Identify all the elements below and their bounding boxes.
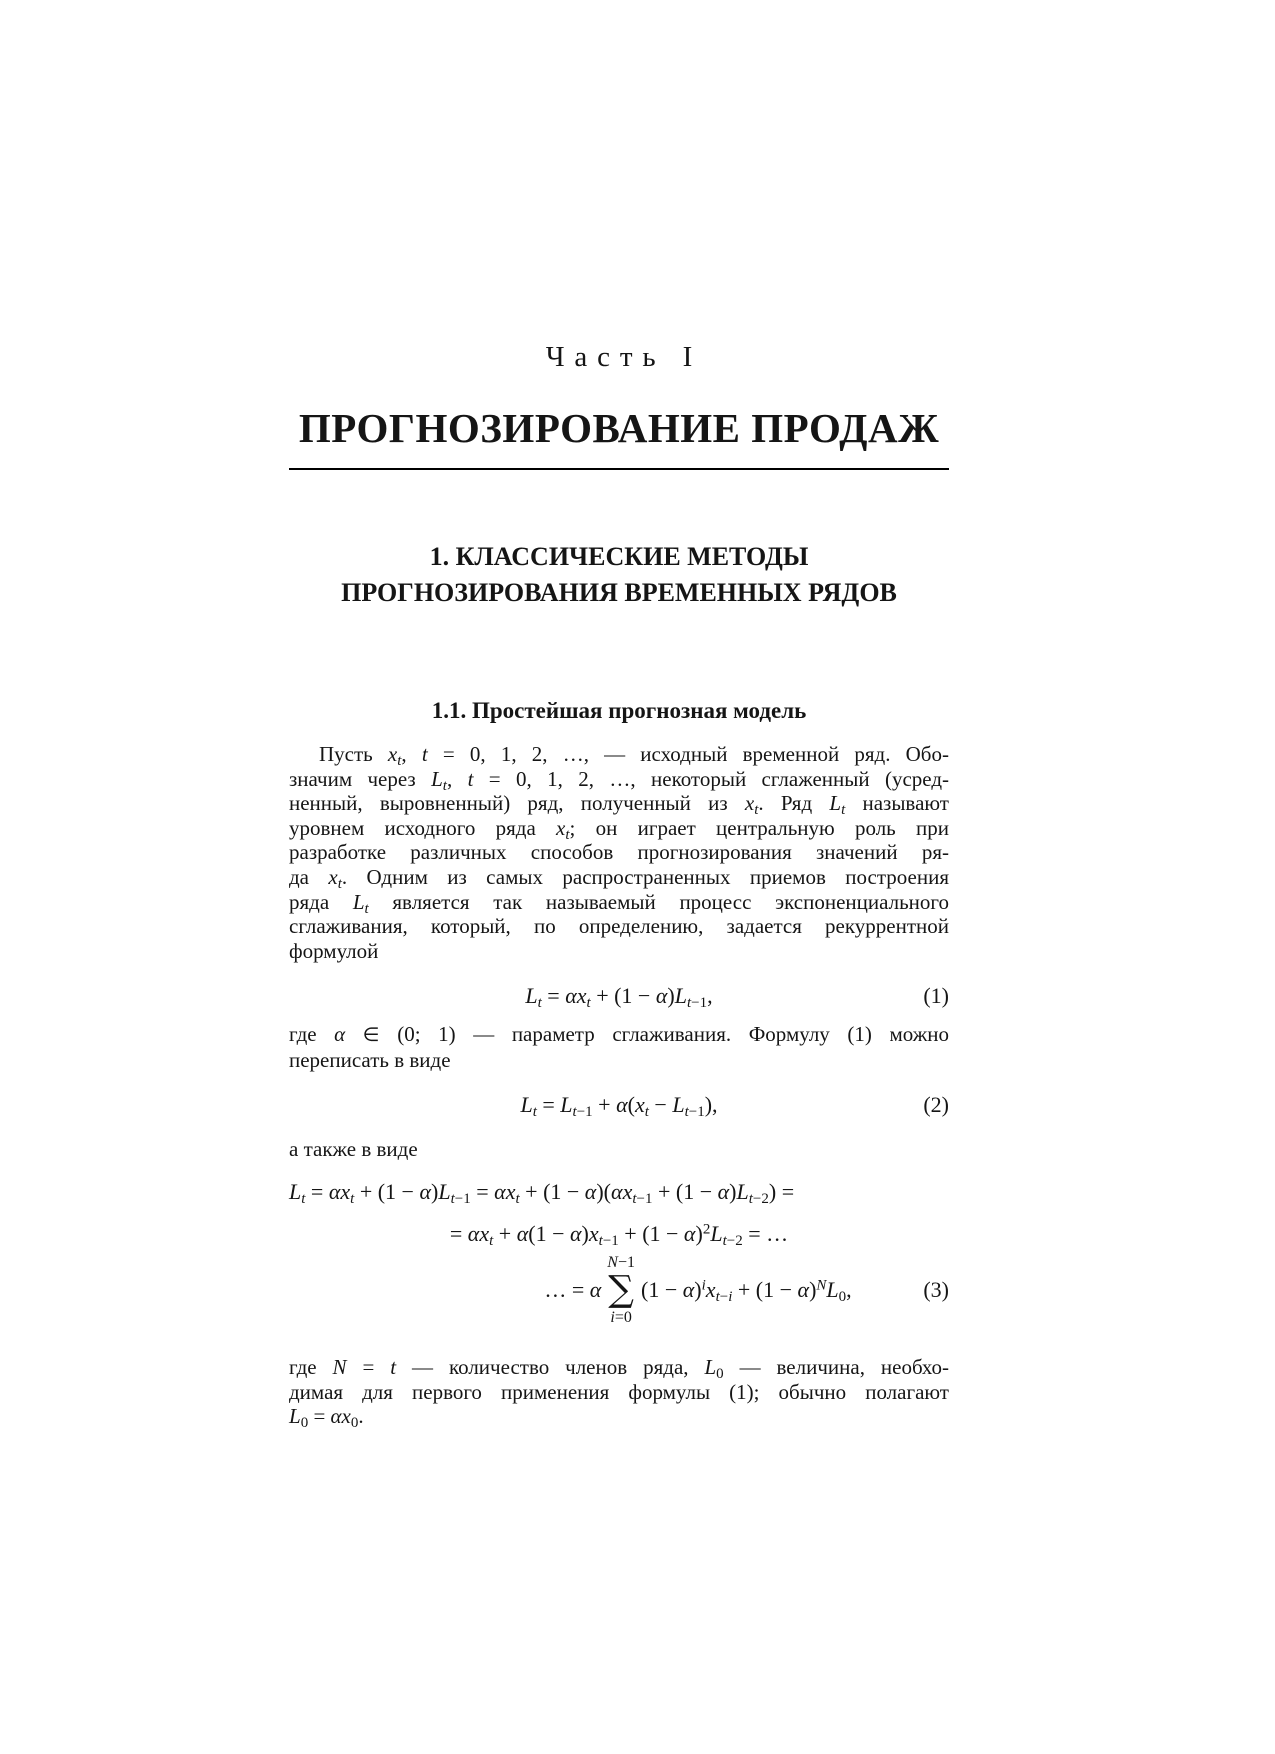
body-line: сглаживания, который, по определению, задается рекуррентной (289, 914, 949, 939)
formula-1 (289, 976, 949, 1016)
body-line: значим через $L_t$, t = 0, 1, 2, …, некоторый сглаженный (усред- (289, 766, 950, 794)
sigma-sum-icon: ∑ (608, 1269, 634, 1311)
formula-3-sum-prefix: … = α (544, 1277, 602, 1303)
formula-1-number: (1) (923, 983, 949, 1009)
formula-1-body: $L_t = \alpha x_t + (1 - \alpha)L_{t-1}$, (525, 983, 713, 1012)
body-line: разработке различных способов прогнозирования значений ря- (289, 840, 949, 865)
summation-operator (607, 1254, 635, 1326)
part-title: ПРОГНОЗИРОВАНИЕ ПРОДАЖ (298, 405, 940, 451)
paragraph-intro (289, 742, 949, 963)
text-column (289, 0, 950, 1432)
formula-3-number: (3) (923, 1277, 949, 1303)
formula-2-number: (2) (923, 1091, 949, 1117)
body-line: $L_0 = \alpha x_0$. (289, 1404, 364, 1432)
formula-2-body: $L_t = L_{t-1} + \alpha(x_t - L_{t-1})$, (520, 1091, 718, 1120)
formula-3-sum-suffix: $(1 - \alpha)^ix_{t-i} + (1 - \alpha)^NL_0$, (641, 1277, 852, 1305)
body-line: уровнем исходного ряда $x_t$; он играет центральную роль при (289, 815, 949, 843)
chapter-heading-line2: ПРОГНОЗИРОВАНИЯ ВРЕМЕННЫХ РЯДОВ (341, 578, 897, 607)
formula-3 (289, 1175, 949, 1325)
chapter-heading-line1: 1. КЛАССИЧЕСКИЕ МЕТОДЫ (429, 542, 809, 571)
title-rule (289, 468, 949, 470)
body-line: ненный, выровненный) ряд, полученный из $x_t$. Ряд $L_t$ называют (289, 791, 949, 818)
paragraph-alpha (289, 1022, 949, 1072)
section-heading: 1.1. Простейшая прогнозная модель (431, 698, 807, 723)
formula-2 (289, 1085, 949, 1125)
paragraph-also (289, 1137, 949, 1162)
body-line: где N = t — количество членов ряда, $L_0$ — величина, необхо- (289, 1355, 950, 1382)
formula-3-line1: $L_t = \alpha x_t + (1 - \alpha)L_{t-1} = \alpha x_t + (1 - \alpha)(\alpha x_{t-1} + (1 - \alpha)L_{t-2})$ = (289, 1179, 795, 1207)
body-line: да $x_t$. Одним из самых распространенных приемов построения (289, 864, 949, 892)
formula-3-line3 (289, 1255, 949, 1325)
formula-3-line2: = $\alpha x_t + \alpha(1 - \alpha)x_{t-1} + (1 - \alpha)^2L_{t-2}$ = … (449, 1221, 789, 1249)
body-line: Пусть $x_t$, t = 0, 1, 2, …, — исходный временной ряд. Обо- (319, 742, 949, 769)
body-line: где α ∈ (0; 1) — параметр сглаживания. Формулу (1) можно (289, 1022, 949, 1047)
chapter-heading (289, 539, 949, 611)
body-line: переписать в виде (289, 1047, 451, 1072)
part-label: Часть I (545, 341, 703, 373)
summation-lower-limit: i=0 (610, 1309, 632, 1327)
body-line: а также в виде (289, 1136, 418, 1161)
body-line: формулой (289, 938, 379, 963)
body-line: ряда $L_t$ является так называемый процесс экспоненциального (289, 889, 950, 917)
body-line: димая для первого применения формулы (1); обычно полагают (289, 1379, 949, 1404)
summation-upper-limit: N−1 (607, 1254, 635, 1272)
paragraph-closing (289, 1355, 950, 1432)
